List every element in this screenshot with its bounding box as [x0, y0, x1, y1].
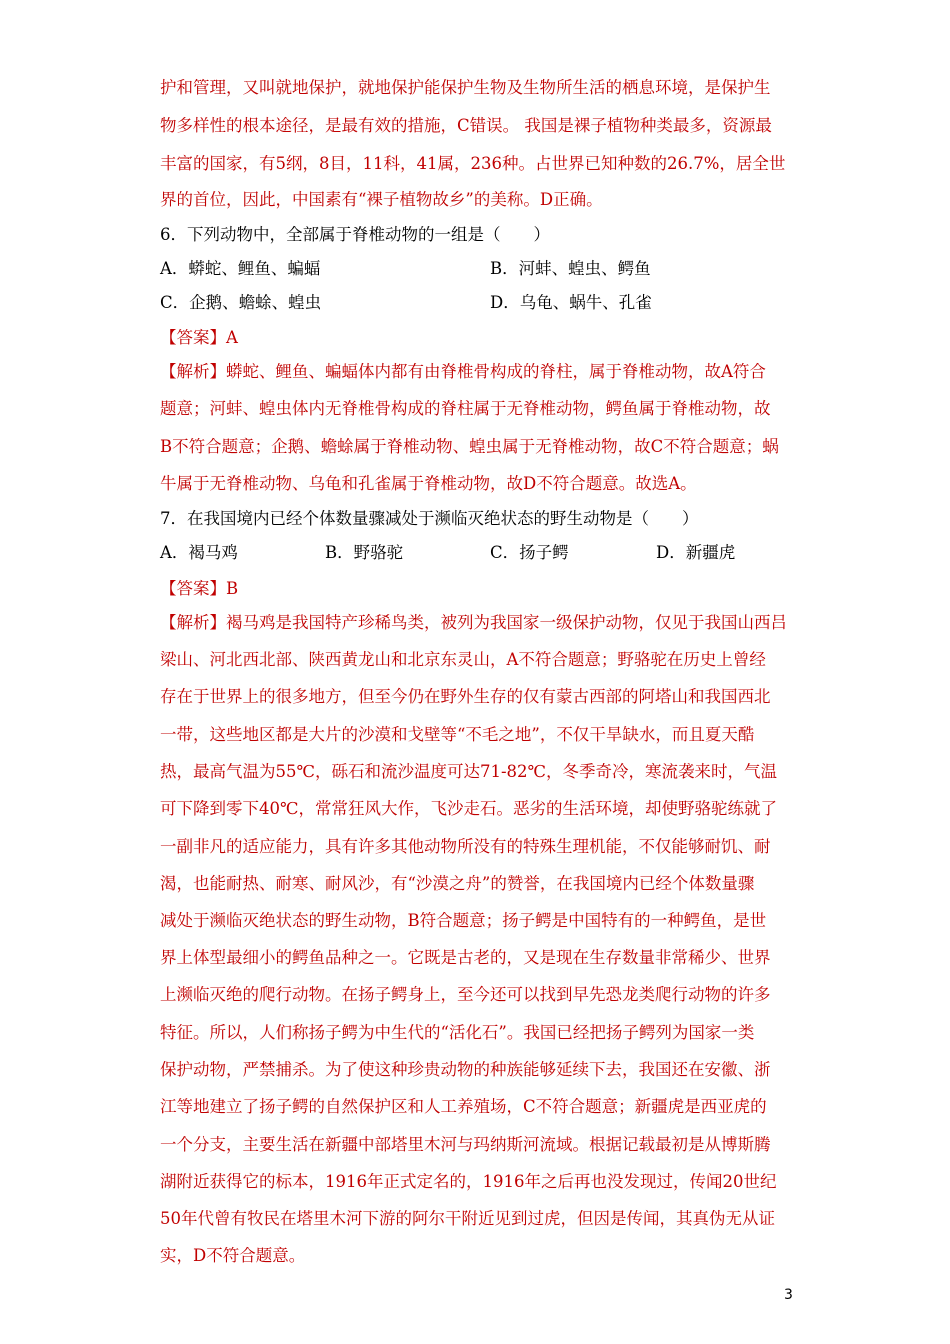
q7-analysis-label: 【解析】: [160, 613, 226, 632]
q7-analysis-line: 50年代曾有牧民在塔里木河下游的阿尔干附近见到过虎，但因是传闻，其真伪无从证: [160, 1209, 775, 1228]
q7-analysis-line: 保护动物，严禁捕杀。为了使这种珍贵动物的种族能够延续下去，我国还在安徽、浙: [160, 1060, 771, 1079]
q7-answer: 【答案】B: [160, 579, 239, 598]
q7-stem: 7．在我国境内已经个体数量骤减处于濒临灭绝状态的野生动物是（ ）: [160, 509, 699, 528]
q6-analysis-line: B不符合题意；企鹅、蟾蜍属于脊椎动物、蝗虫属于无脊椎动物，故C不符合题意；蜗: [160, 437, 779, 456]
q7-analysis-line: 梁山、河北西北部、陕西黄龙山和北京东灵山，A不符合题意；野骆驼在历史上曾经: [160, 650, 766, 669]
q7-analysis-text: 褐马鸡是我国特产珍稀鸟类，被列为我国家一级保护动物，仅见于我国山西吕: [226, 613, 787, 632]
q7-option-a: A．褐马鸡: [160, 543, 238, 562]
q7-analysis-line: 减处于濒临灭绝状态的野生动物，B符合题意；扬子鳄是中国特有的一种鳄鱼，是世: [160, 911, 767, 930]
q7-analysis-line: 一个分支，主要生活在新疆中部塔里木河与玛纳斯河流域。根据记载最初是从博斯腾: [160, 1135, 771, 1154]
q6-stem: 6．下列动物中，全部属于脊椎动物的一组是（ ）: [160, 225, 550, 244]
q7-option-d: D．新疆虎: [656, 543, 736, 562]
q7-analysis-line: 存在于世界上的很多地方，但至今仍在野外生存的仅有蒙古西部的阿塔山和我国西北: [160, 687, 771, 706]
q7-analysis-line: 界上体型最细小的鳄鱼品种之一。它既是古老的，又是现在生存数量非常稀少、世界: [160, 948, 771, 967]
q7-analysis-line: 可下降到零下40℃，常常狂风大作，飞沙走石。恶劣的生活环境，却使野骆驼练就了: [160, 799, 777, 818]
q7-analysis-line: [160, 612, 787, 634]
q6-option-b: B．河蚌、蝗虫、鳄鱼: [490, 259, 651, 278]
q7-analysis-line: 实，D不符合题意。: [160, 1246, 306, 1265]
q7-analysis-line: 特征。所以，人们称扬子鳄为中生代的“活化石”。我国已经把扬子鳄列为国家一类: [160, 1023, 755, 1042]
q7-analysis-line: 热，最高气温为55℃，砾石和流沙温度可达71-82℃，冬季奇冷，寒流袭来时，气温: [160, 762, 777, 781]
q7-analysis-line: 一副非凡的适应能力，具有许多其他动物所没有的特殊生理机能，不仅能够耐饥、耐: [160, 837, 771, 856]
q6-analysis-label: 【解析】: [160, 362, 226, 381]
q6-option-a: A．蟒蛇、鲤鱼、蝙蝠: [160, 259, 321, 278]
q7-analysis-line: 渴，也能耐热、耐寒、耐风沙，有“沙漠之舟”的赞誉，在我国境内已经个体数量骤: [160, 874, 755, 893]
q6-option-d: D．乌龟、蜗牛、孔雀: [490, 293, 652, 312]
q7-analysis-line: 一带，这些地区都是大片的沙漠和戈壁等“不毛之地”，不仅干旱缺水，而且夏天酷: [160, 725, 755, 744]
q7-option-c: C．扬子鳄: [490, 543, 569, 562]
q7-option-b: B．野骆驼: [325, 543, 404, 562]
q7-analysis-line: 江等地建立了扬子鳄的自然保护区和人工养殖场，C不符合题意；新疆虎是西亚虎的: [160, 1097, 767, 1116]
q7-analysis-line: 湖附近获得它的标本，1916年正式定名的，1916年之后再也没发现过，传闻20世纪: [160, 1172, 777, 1191]
prev-explanation-line: 界的首位，因此，中国素有“裸子植物故乡”的美称。D正确。: [160, 190, 603, 209]
q7-analysis-line: 上濒临灭绝的爬行动物。在扬子鳄身上，至今还可以找到早先恐龙类爬行动物的许多: [160, 985, 771, 1004]
prev-explanation-line: 物多样性的根本途径，是最有效的措施，C错误。 我国是裸子植物种类最多，资源最: [160, 116, 772, 135]
prev-explanation-line: 丰富的国家，有5纲，8目，11科，41属，236种。占世界已知种数的26.7%，居全世: [160, 154, 786, 173]
q6-analysis-line: [160, 361, 766, 383]
q6-answer: 【答案】A: [160, 328, 238, 347]
q6-analysis-line: 题意；河蚌、蝗虫体内无脊椎骨构成的脊柱属于无脊椎动物，鳄鱼属于脊椎动物，故: [160, 399, 771, 418]
prev-explanation-line: 护和管理，又叫就地保护，就地保护能保护生物及生物所生活的栖息环境，是保护生: [160, 78, 771, 97]
q6-analysis-line: 牛属于无脊椎动物、乌龟和孔雀属于脊椎动物，故D不符合题意。故选A。: [160, 474, 697, 493]
q6-analysis-text: 蟒蛇、鲤鱼、蝙蝠体内都有由脊椎骨构成的脊柱，属于脊椎动物，故A符合: [226, 362, 766, 381]
q6-option-c: C．企鹅、蟾蜍、蝗虫: [160, 293, 322, 312]
page-number: 3: [784, 1287, 793, 1303]
